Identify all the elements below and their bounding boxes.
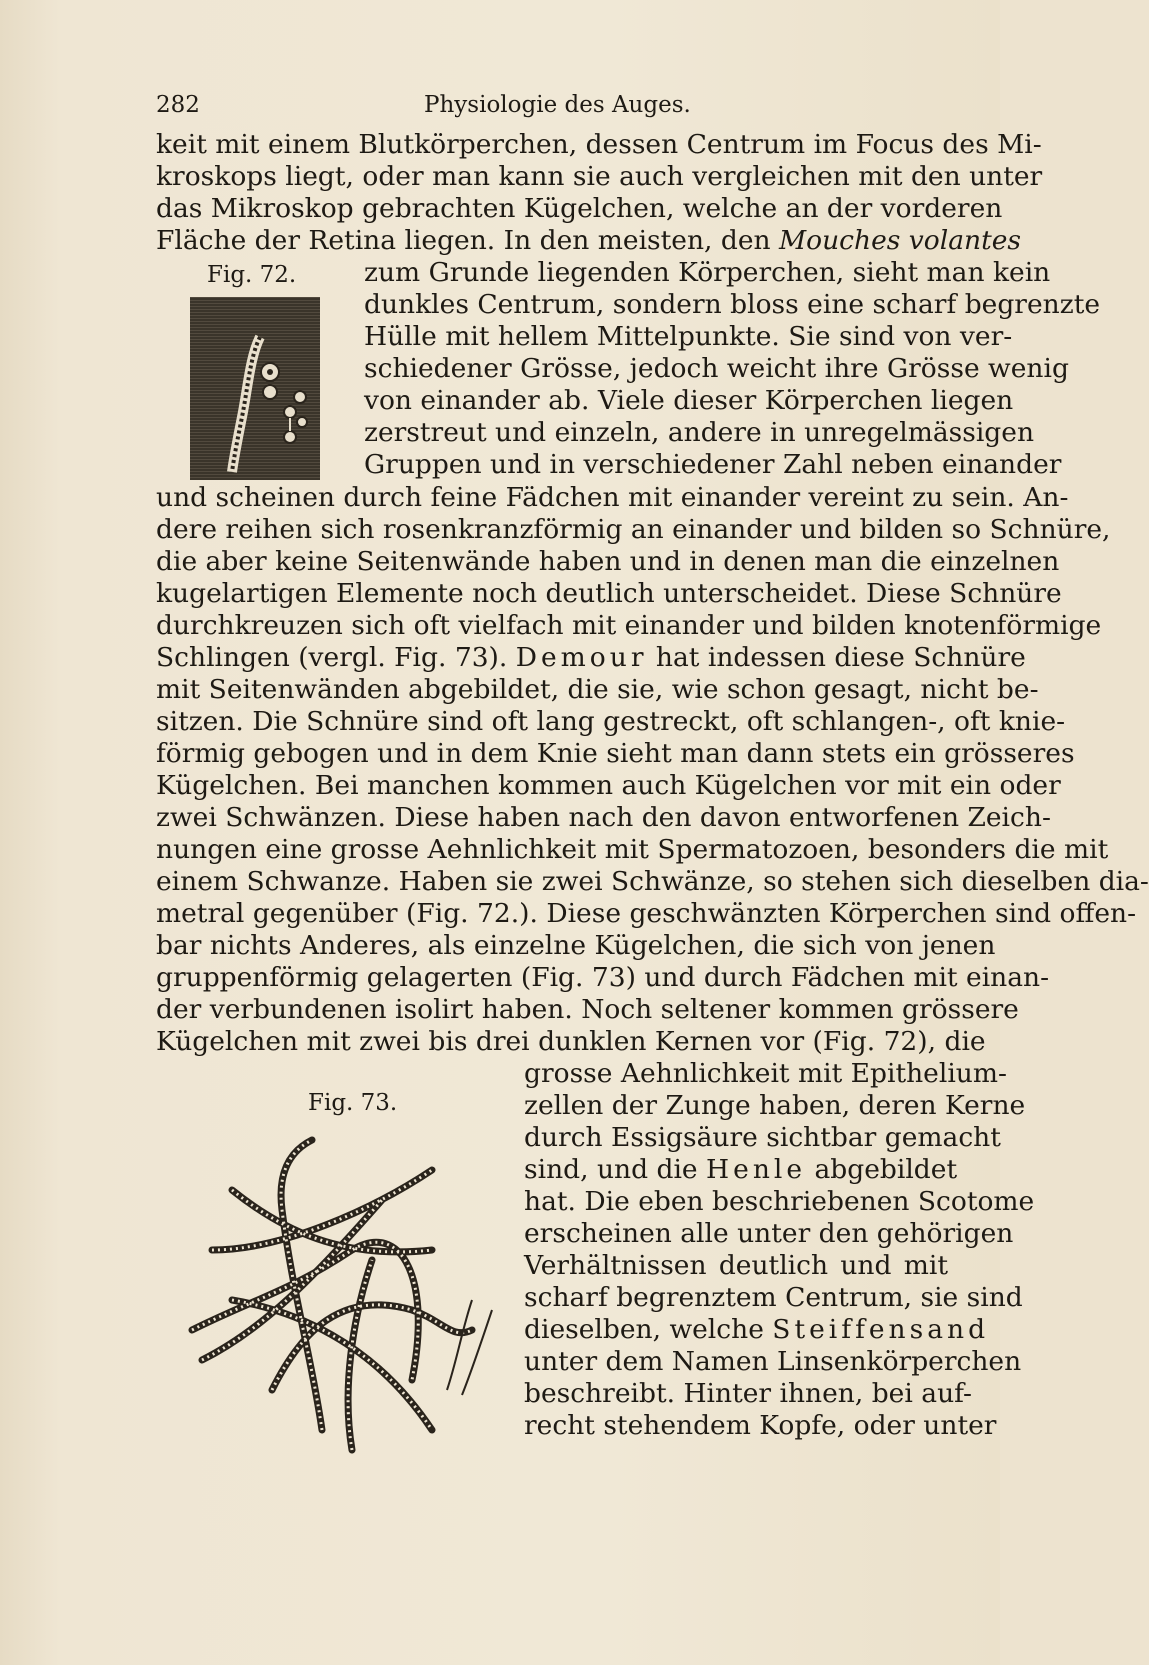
text-line: zwei Schwänzen. Diese haben nach den davon entworfenen Zeich- (156, 802, 1051, 833)
figure-72-cell (284, 406, 296, 418)
spaced-name: Demour (515, 642, 648, 673)
text-line: schiedener Grösse, jedoch weicht ihre Grösse wenig (364, 353, 1069, 384)
text-line: keit mit einem Blutkörperchen, dessen Centrum im Focus des Mi- (156, 129, 1042, 160)
text-line: sitzen. Die Schnüre sind oft lang gestreckt, oft schlangen-, oft knie- (156, 706, 1066, 737)
text-line: unter dem Namen Linsenkörperchen (524, 1346, 1022, 1377)
text-line: zellen der Zunge haben, deren Kerne (524, 1090, 1026, 1121)
italic-term: Mouches volantes (779, 225, 1021, 256)
text-span: Schlingen (vergl. Fig. 73). (156, 642, 516, 673)
text-span: dieselben, welche (524, 1314, 773, 1345)
text-line: förmig gebogen und in dem Knie sieht man dann stets ein grösseres (156, 738, 1075, 769)
text-line: kroskops liegt, oder man kann sie auch vergleichen mit den unter (156, 161, 1043, 192)
text-line: recht stehendem Kopfe, oder unter (524, 1410, 997, 1441)
text-line: Verhältnissen deutlich und mit (524, 1250, 948, 1281)
spaced-name: Henle (706, 1154, 807, 1185)
figure-72-illustration (190, 297, 320, 480)
text-span: sind, und die (524, 1154, 707, 1185)
text-line: metral gegenüber (Fig. 72.). Diese geschwänzten Körperchen sind offen- (156, 898, 1137, 929)
text-line: hat. Die eben beschriebenen Scotome (524, 1186, 1035, 1217)
text-line: von einander ab. Viele dieser Körperchen liegen (364, 385, 1014, 416)
text-line: Kügelchen. Bei manchen kommen auch Kügelchen vor mit ein oder (156, 770, 1061, 801)
text-line: und scheinen durch feine Fädchen mit einander vereint zu sein. An- (156, 482, 1069, 513)
figure-72-cell-nucleus (267, 369, 273, 375)
figure-72-cell (284, 431, 296, 443)
text-span: Fläche der Retina liegen. In den meisten, den (156, 225, 780, 256)
text-line: dunkles Centrum, sondern bloss eine scharf begrenzte (364, 289, 1101, 320)
figure-73-strands (192, 1140, 472, 1450)
figure-72-cell (297, 417, 307, 427)
text-line: durch Essigsäure sichtbar gemacht (524, 1122, 1001, 1153)
figure-73-illustration (172, 1130, 502, 1460)
text-line: zerstreut und einzeln, andere in unregelmässigen (364, 417, 1035, 448)
text-line: die aber keine Seitenwände haben und in denen man die einzelnen (156, 546, 1060, 577)
text-line: beschreibt. Hinter ihnen, bei auf- (524, 1378, 972, 1409)
figure-73-beads (192, 1140, 472, 1450)
text-line (156, 641, 1026, 674)
text-line (524, 1313, 990, 1346)
text-line: Gruppen und in verschiedener Zahl neben einander (364, 449, 1062, 480)
text-line (156, 224, 1021, 257)
text-line: Kügelchen mit zwei bis drei dunklen Kernen vor (Fig. 72), die (156, 1026, 986, 1057)
figure-72-cell (294, 391, 306, 403)
text-line: zum Grunde liegenden Körperchen, sieht man kein (364, 257, 1051, 288)
page-header (156, 92, 956, 126)
text-line: das Mikroskop gebrachten Kügelchen, welche an der vorderen (156, 193, 1003, 224)
figure-72-background (190, 297, 320, 480)
text-span: abgebildet (806, 1154, 958, 1185)
text-line: durchkreuzen sich oft vielfach mit einander und bilden knotenförmige (156, 610, 1102, 641)
text-line: Hülle mit hellem Mittelpunkte. Sie sind von ver- (364, 321, 1013, 352)
text-line: grosse Aehnlichkeit mit Epithelium- (524, 1058, 1007, 1089)
text-line: einem Schwanze. Haben sie zwei Schwänze, so stehen sich dieselben dia- (156, 866, 1149, 897)
running-title: Physiologie des Auges. (424, 92, 691, 118)
text-span: hat indessen diese Schnüre (647, 642, 1026, 673)
text-line: gruppenförmig gelagerten (Fig. 73) und durch Fädchen mit einan- (156, 962, 1050, 993)
text-line: kugelartigen Elemente noch deutlich unterscheidet. Diese Schnüre (156, 578, 1062, 609)
spaced-name: Steiffensand (772, 1314, 990, 1345)
text-line: nungen eine grosse Aehnlichkeit mit Spermatozoen, besonders die mit (156, 834, 1109, 865)
figure-73-caption: Fig. 73. (308, 1090, 398, 1116)
figure-72-caption: Fig. 72. (207, 262, 297, 288)
text-line: mit Seitenwänden abgebildet, die sie, wie schon gesagt, nicht be- (156, 674, 1039, 705)
text-line (524, 1153, 958, 1186)
figure-72-cell (263, 385, 277, 399)
page-number: 282 (156, 92, 200, 118)
text-line: erscheinen alle unter den gehörigen (524, 1218, 1014, 1249)
text-line: bar nichts Anderes, als einzelne Kügelchen, die sich von jenen (156, 930, 996, 961)
text-line: der verbundenen isolirt haben. Noch seltener kommen grössere (156, 994, 1019, 1025)
figure-73-tail (462, 1310, 492, 1395)
text-line: dere reihen sich rosenkranzförmig an einander und bilden so Schnüre, (156, 514, 1111, 545)
text-line: scharf begrenztem Centrum, sie sind (524, 1282, 1023, 1313)
